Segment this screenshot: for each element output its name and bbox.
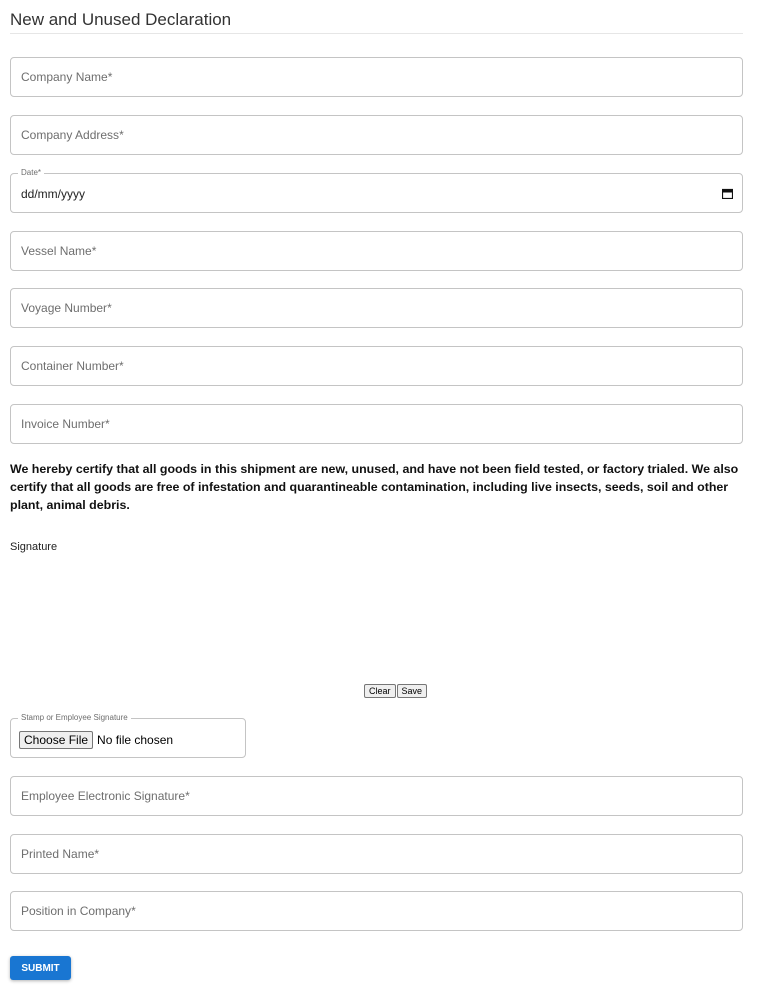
company-address-required-mark: * (119, 128, 124, 142)
file-status: No file chosen (97, 733, 174, 747)
company-name-label: Company Name (21, 70, 108, 84)
date-value: dd/mm/yyyy (21, 187, 86, 201)
signature-label: Signature (10, 541, 58, 553)
printed-name-field[interactable] (10, 834, 743, 874)
voyage-number-required-mark: * (107, 301, 112, 315)
invoice-number-required-mark: * (105, 417, 110, 431)
clear-button[interactable]: Clear (364, 684, 396, 698)
page-title: New and Unused Declaration (10, 10, 232, 29)
calendar-icon[interactable] (722, 188, 733, 199)
signature-pad[interactable] (10, 560, 743, 680)
certification-text: We hereby certify that all goods in this shipment are new, unused, and have not been field tested, or factory trialed. We also certify that all goods are free of infestation and quarantineable contamination, including live insects, seeds, soil and other plant, animal debris. (10, 462, 739, 512)
container-number-field[interactable] (10, 346, 743, 386)
printed-name-required-mark: * (94, 847, 100, 861)
printed-name-label: Printed Name (21, 847, 95, 861)
company-name-field[interactable] (10, 57, 743, 97)
invoice-number-label: Invoice Number (21, 417, 106, 431)
voyage-number-label: Voyage Number (21, 301, 108, 315)
position-in-company-label: Position in Company (21, 904, 132, 918)
company-name-required-mark: * (107, 70, 113, 84)
date-field[interactable] (10, 168, 743, 213)
stamp-label: Stamp or Employee Signature (18, 713, 131, 723)
voyage-number-field[interactable] (10, 288, 743, 328)
invoice-number-field[interactable] (10, 404, 743, 444)
employee-electronic-signature-label: Employee Electronic Signature (21, 789, 186, 803)
vessel-name-required-mark: * (91, 244, 97, 258)
signature-pad-controls (364, 684, 428, 698)
container-number-label: Container Number (21, 359, 120, 373)
employee-electronic-signature-required-mark: * (185, 789, 190, 803)
date-label: Date (21, 168, 38, 177)
choose-file-button[interactable]: Choose File (19, 731, 93, 749)
vessel-name-field[interactable] (10, 231, 743, 271)
title-divider (10, 33, 743, 34)
company-address-label: Company Address (21, 128, 120, 142)
stamp-upload-field (10, 713, 246, 758)
company-address-field[interactable] (10, 115, 743, 155)
vessel-name-label: Vessel Name (21, 244, 92, 258)
employee-electronic-signature-field[interactable] (10, 776, 743, 816)
position-in-company-field[interactable] (10, 891, 743, 931)
position-in-company-required-mark: * (131, 904, 136, 918)
date-required-mark: * (37, 168, 42, 177)
submit-button[interactable]: SUBMIT (10, 956, 71, 980)
container-number-required-mark: * (119, 359, 124, 373)
save-button[interactable]: Save (397, 684, 428, 698)
